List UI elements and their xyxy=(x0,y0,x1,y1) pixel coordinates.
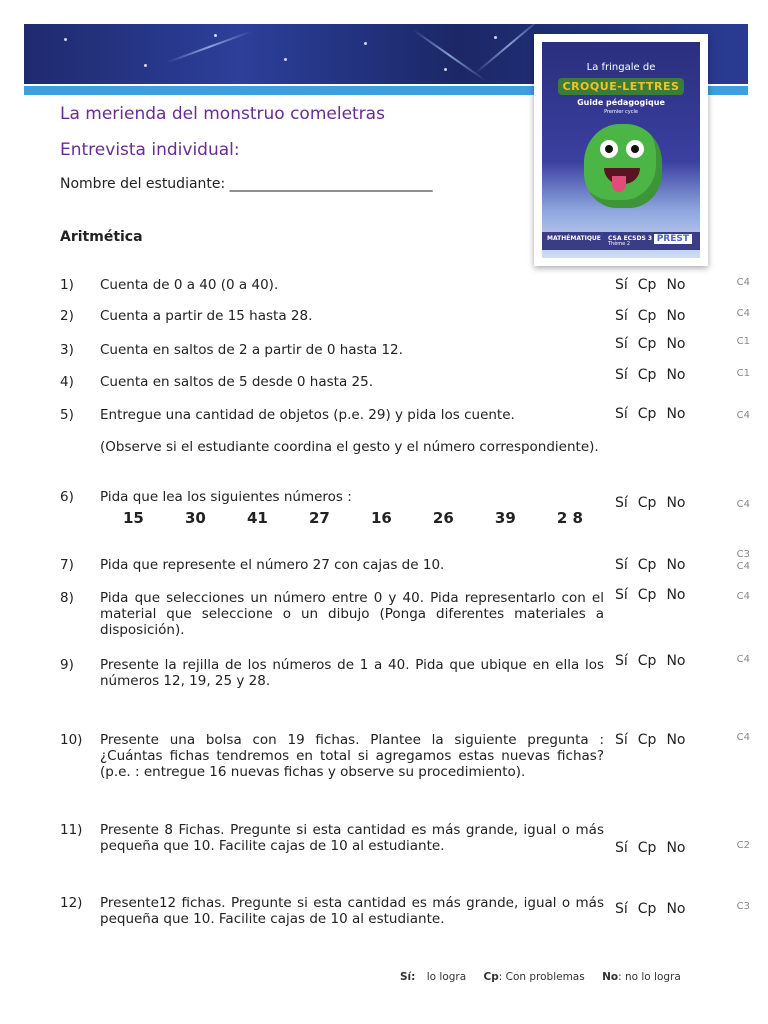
item-text: Pida que selecciones un número entre 0 y 40. Pida representarlo con el material que seleccione o un dibujo (Ponga diferentes materiales a disposición). xyxy=(100,590,604,638)
legend-cp-text: : Con problemas xyxy=(498,971,585,983)
rating-options xyxy=(615,653,696,669)
item-number: 3) xyxy=(60,342,74,358)
item-text: Entregue una cantidad de objetos (p.e. 29) y pida los cuente. xyxy=(100,407,515,423)
item-number: 2) xyxy=(60,308,74,324)
book-cover xyxy=(534,34,708,266)
competency-code: C4 xyxy=(736,308,750,319)
legend-yes-key: Sí: xyxy=(400,971,416,983)
item-number: 6) xyxy=(60,489,74,505)
page-subtitle: Entrevista individual: xyxy=(60,140,240,160)
competency-code: C1 xyxy=(736,368,750,379)
option-yes[interactable]: Sí xyxy=(615,495,628,511)
monster-eye-left xyxy=(600,140,618,158)
legend xyxy=(400,971,681,983)
option-no[interactable]: No xyxy=(666,277,686,293)
competency-code: C3 C4 xyxy=(736,549,750,572)
competency-code: C4 xyxy=(736,277,750,288)
monster-tongue xyxy=(612,176,626,192)
option-no[interactable]: No xyxy=(666,367,686,383)
rating-options xyxy=(615,557,696,573)
number-to-read: 2 8 xyxy=(556,509,583,527)
list-item xyxy=(60,489,750,533)
option-cp[interactable]: Cp xyxy=(637,495,657,511)
rating-options xyxy=(615,367,696,383)
option-yes[interactable]: Sí xyxy=(615,336,628,352)
cover-cycle: Premier cycle xyxy=(604,109,638,115)
student-name-field: Nombre del estudiante: _____________________________ xyxy=(60,176,433,192)
competency-code: C4 xyxy=(736,654,750,665)
option-yes[interactable]: Sí xyxy=(615,277,628,293)
item-text: Presente12 fichas. Pregunte si esta cantidad es más grande, igual o más pequeña que 10. Facilite cajas de 10 al estudiante. xyxy=(100,895,604,927)
item-number: 7) xyxy=(60,557,74,573)
item-text: Presente una bolsa con 19 fichas. Plantee la siguiente pregunta : ¿Cuántas fichas tendremos en total si agregamos estas nuevas fichas? (p.e. : entregue 16 nuevas fichas y observe su procedimiento). xyxy=(100,732,604,780)
cover-guide-title: Guide pédagogique xyxy=(577,98,665,107)
numbers-to-read xyxy=(123,509,583,527)
cover-collection: CSA ECSDS 3 xyxy=(608,235,653,242)
option-cp[interactable]: Cp xyxy=(637,901,657,917)
option-cp[interactable]: Cp xyxy=(637,367,657,383)
number-to-read: 27 xyxy=(308,509,330,527)
item-number: 4) xyxy=(60,374,74,390)
option-yes[interactable]: Sí xyxy=(615,557,628,573)
rating-options xyxy=(615,308,696,324)
competency-code: C4 xyxy=(736,732,750,743)
option-no[interactable]: No xyxy=(666,336,686,352)
item-number: 12) xyxy=(60,895,83,911)
option-yes[interactable]: Sí xyxy=(615,901,628,917)
option-yes[interactable]: Sí xyxy=(615,732,628,748)
option-cp[interactable]: Cp xyxy=(637,732,657,748)
item-number: 8) xyxy=(60,590,74,606)
number-to-read: 41 xyxy=(246,509,268,527)
monster-eye-right xyxy=(626,140,644,158)
item-text: Cuenta a partir de 15 hasta 28. xyxy=(100,308,313,324)
item-note-text: (Observe si el estudiante coordina el gesto y el número correspondiente). xyxy=(100,439,599,455)
option-cp[interactable]: Cp xyxy=(637,406,657,422)
item-number: 9) xyxy=(60,657,74,673)
page-title: La merienda del monstruo comeletras xyxy=(60,104,385,124)
legend-cp-key: Cp xyxy=(483,971,499,983)
book-cover-art xyxy=(542,42,700,258)
rating-options xyxy=(615,840,696,856)
option-no[interactable]: No xyxy=(666,901,686,917)
option-cp[interactable]: Cp xyxy=(637,557,657,573)
competency-code: C3 xyxy=(736,901,750,912)
number-to-read: 15 xyxy=(123,509,144,527)
item-text: Cuenta de 0 a 40 (0 a 40). xyxy=(100,277,279,293)
option-no[interactable]: No xyxy=(666,308,686,324)
item-number: 5) xyxy=(60,407,74,423)
item-text: Cuenta en saltos de 2 a partir de 0 hasta 12. xyxy=(100,342,403,358)
number-to-read: 39 xyxy=(494,509,516,527)
rating-options xyxy=(615,732,696,748)
cover-prest-logo: PREST xyxy=(654,234,692,244)
option-cp[interactable]: Cp xyxy=(637,653,657,669)
item-text: Cuenta en saltos de 5 desde 0 hasta 25. xyxy=(100,374,373,390)
item-number: 10) xyxy=(60,732,83,748)
cover-logo: CROQUE-LETTRES xyxy=(558,78,684,95)
legend-no-text: : no lo logra xyxy=(618,971,681,983)
option-no[interactable]: No xyxy=(666,653,686,669)
option-no[interactable]: No xyxy=(666,495,686,511)
section-title: Aritmética xyxy=(60,229,143,245)
cover-subject: MATHÉMATIQUE xyxy=(547,235,601,242)
number-to-read: 16 xyxy=(370,509,392,527)
option-yes[interactable]: Sí xyxy=(615,367,628,383)
cover-theme: Thème 2 xyxy=(608,241,631,247)
rating-options xyxy=(615,901,696,917)
rating-options xyxy=(615,336,696,352)
option-yes[interactable]: Sí xyxy=(615,308,628,324)
rating-options xyxy=(615,406,696,422)
cover-series: La fringale de xyxy=(586,62,656,73)
option-no[interactable]: No xyxy=(666,557,686,573)
item-text: Presente 8 Fichas. Pregunte si esta cantidad es más grande, igual o más pequeña que 10. Facilite cajas de 10 al estudiante. xyxy=(100,822,604,854)
item-text: Pida que lea los siguientes números : xyxy=(100,489,352,505)
competency-code: C2 xyxy=(736,840,750,851)
option-no[interactable]: No xyxy=(666,840,686,856)
option-cp[interactable]: Cp xyxy=(637,277,657,293)
item-number: 1) xyxy=(60,277,74,293)
rating-options xyxy=(615,495,696,511)
option-cp[interactable]: Cp xyxy=(637,308,657,324)
legend-yes-text: lo logra xyxy=(426,971,467,983)
item-text: Pida que represente el número 27 con cajas de 10. xyxy=(100,557,445,573)
item-text: Presente la rejilla de los números de 1 a 40. Pida que ubique en ella los números 12, 19, 25 y 28. xyxy=(100,657,604,689)
option-cp[interactable]: Cp xyxy=(637,336,657,352)
item-number: 11) xyxy=(60,822,83,838)
option-yes[interactable]: Sí xyxy=(615,406,628,422)
rating-options xyxy=(615,277,696,293)
competency-code: C1 xyxy=(736,336,750,347)
option-no[interactable]: No xyxy=(666,732,686,748)
monster-illustration xyxy=(584,124,662,208)
option-no[interactable]: No xyxy=(666,406,686,422)
option-yes[interactable]: Sí xyxy=(615,653,628,669)
option-yes[interactable]: Sí xyxy=(615,587,628,603)
number-to-read: 26 xyxy=(432,509,454,527)
number-to-read: 30 xyxy=(184,509,206,527)
option-cp[interactable]: Cp xyxy=(637,840,657,856)
option-cp[interactable]: Cp xyxy=(637,587,657,603)
competency-code: C4 xyxy=(736,499,750,510)
rating-options xyxy=(615,587,696,603)
competency-code: C4 xyxy=(736,591,750,602)
option-no[interactable]: No xyxy=(666,587,686,603)
option-yes[interactable]: Sí xyxy=(615,840,628,856)
competency-code: C4 xyxy=(736,410,750,421)
legend-no-key: No xyxy=(602,971,619,983)
